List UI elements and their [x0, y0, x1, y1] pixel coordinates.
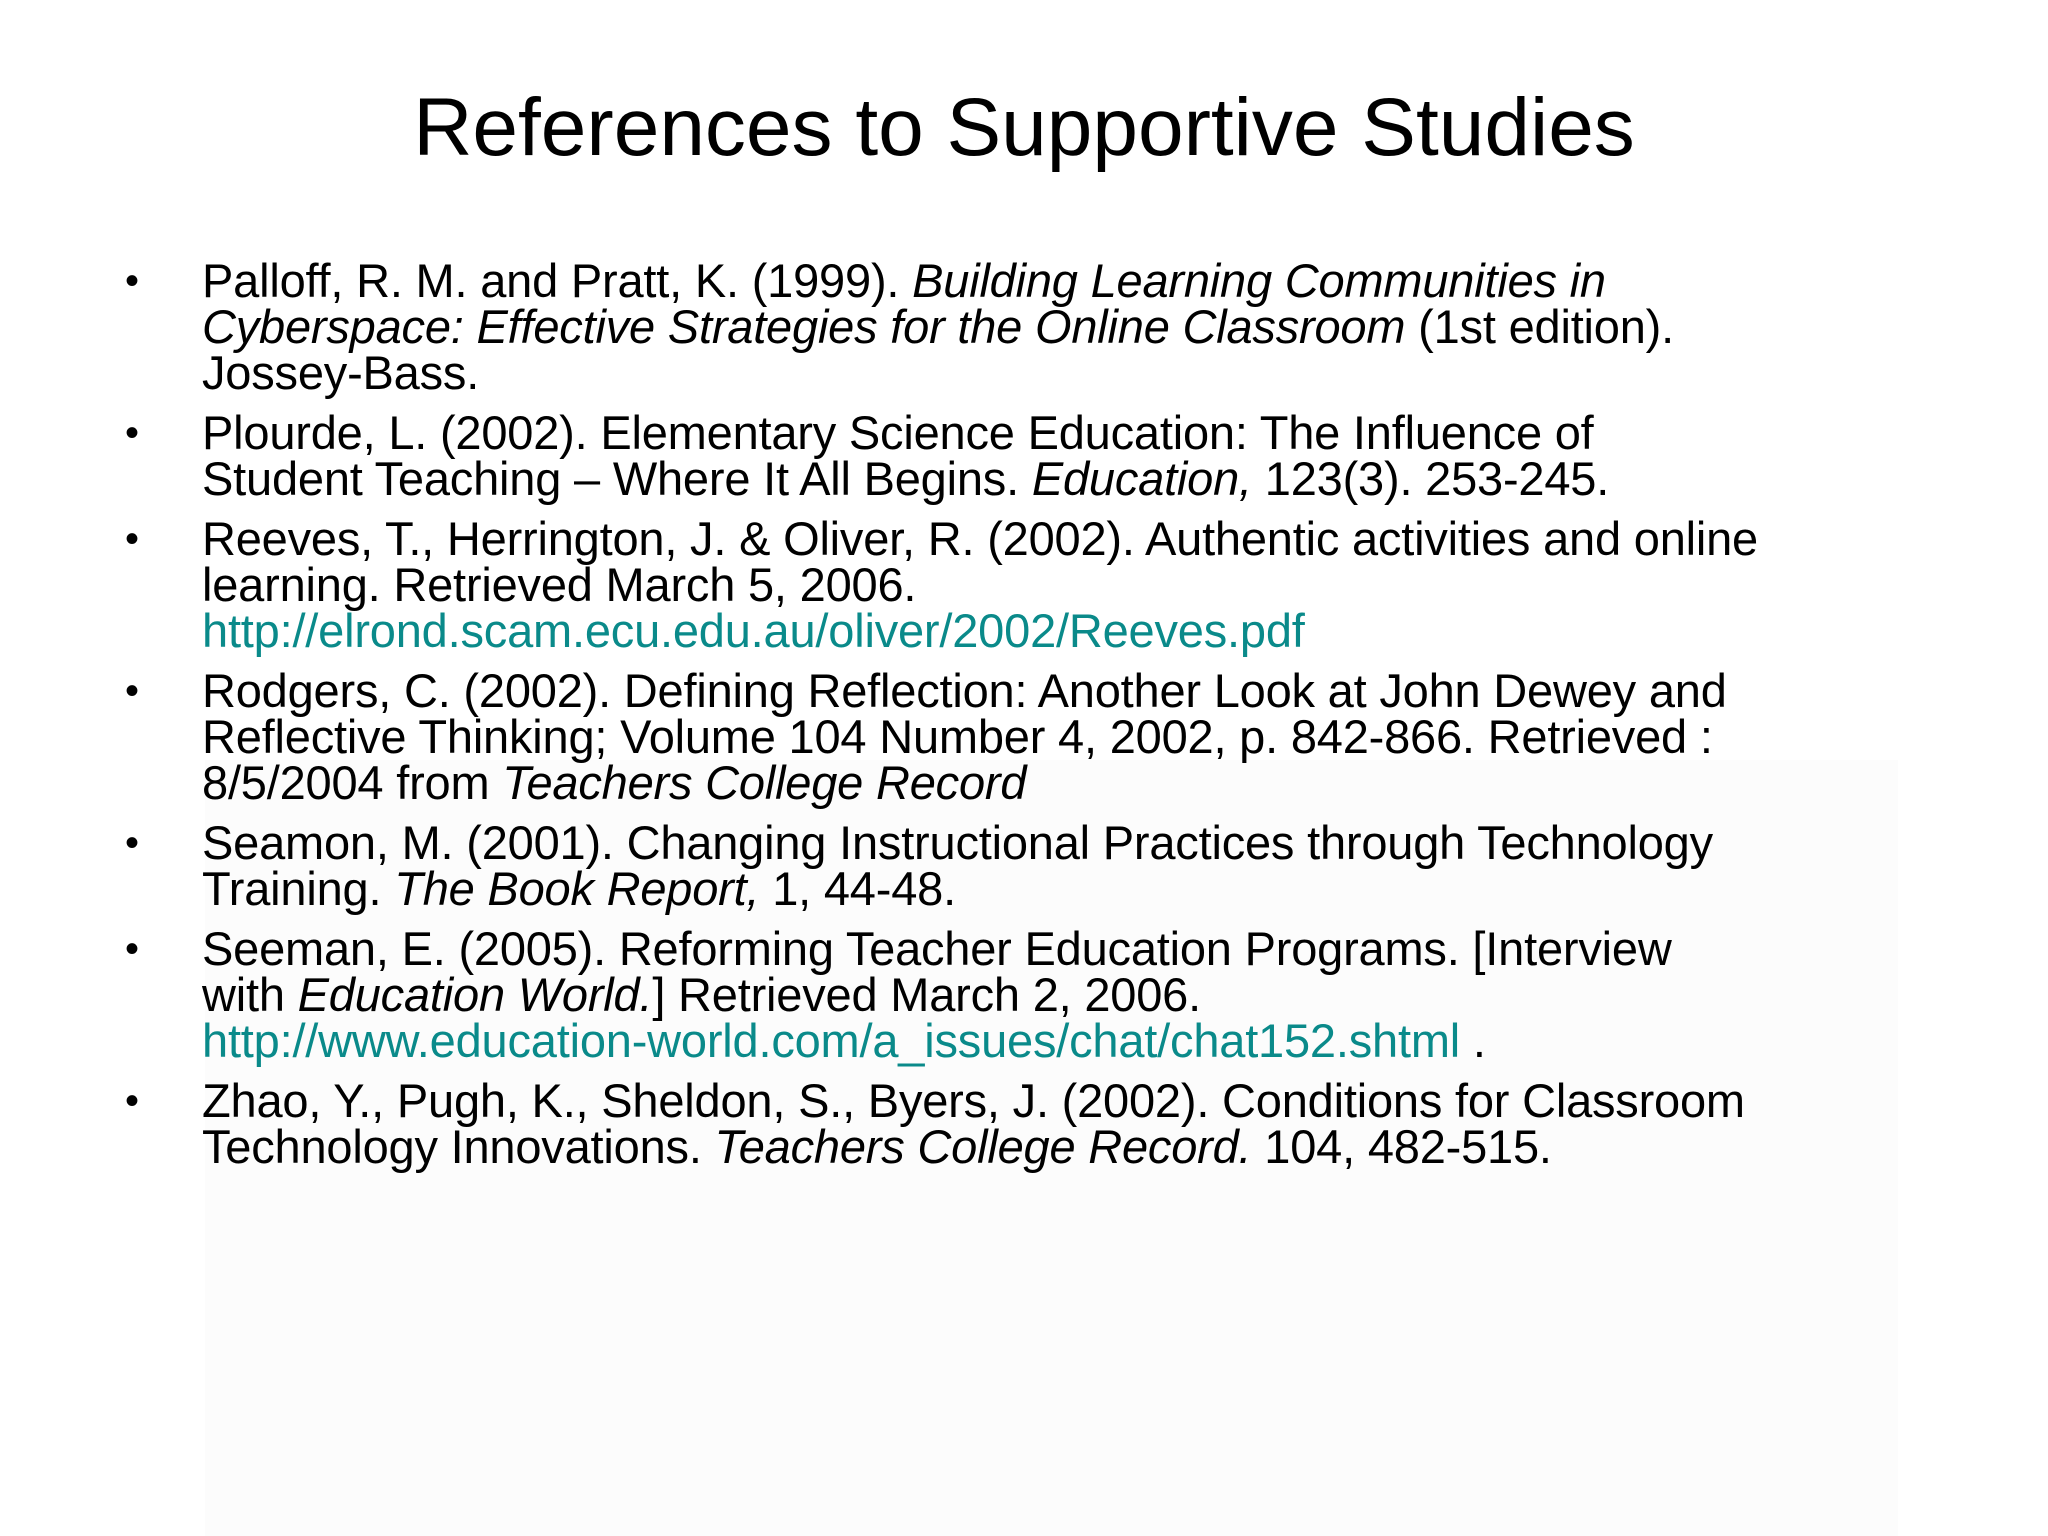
reference-link[interactable]: http://elrond.scam.ecu.edu.au/oliver/2002/Reeves.pdf [202, 604, 1305, 657]
bullet-icon: • [125, 669, 139, 713]
bullet-icon: • [125, 821, 139, 865]
reference-journal-italic: Education, [1031, 452, 1252, 505]
reference-line: Seeman, E. (2005). Reforming Teacher Education Programs. [Interview [202, 922, 1672, 975]
reference-item [120, 816, 1960, 915]
reference-text: 8/5/2004 from [202, 756, 503, 809]
reference-text: with [202, 968, 298, 1021]
reference-item [120, 512, 1960, 657]
slide-title: References to Supportive Studies [413, 82, 1635, 173]
reference-title-italic: Building Learning Communities in [912, 254, 1606, 307]
reference-item [120, 254, 1960, 399]
reference-line: learning. Retrieved March 5, 2006. [202, 558, 917, 611]
reference-journal-italic: Education World. [297, 968, 653, 1021]
reference-item [120, 1074, 1960, 1173]
reference-line [202, 862, 1960, 915]
reference-line [202, 756, 1960, 809]
reference-text: Student Teaching – Where It All Begins. [202, 452, 1032, 505]
reference-line: Plourde, L. (2002). Elementary Science Education: The Influence of [202, 406, 1594, 459]
reference-text: (1st edition). [1405, 300, 1674, 353]
reference-journal-italic: The Book Report, [394, 862, 760, 915]
bullet-icon: • [125, 411, 139, 455]
reference-list [120, 254, 1960, 1184]
reference-line: Rodgers, C. (2002). Defining Reflection: Another Look at John Dewey and [202, 664, 1727, 717]
bullet-icon: • [125, 927, 139, 971]
reference-link[interactable]: http://www.education-world.com/a_issues/chat/chat152.shtml [202, 1014, 1461, 1067]
reference-line [202, 1014, 1960, 1067]
reference-item [120, 406, 1960, 505]
reference-line [202, 300, 1960, 353]
reference-text: 1, 44-48. [759, 862, 956, 915]
reference-journal-italic: Teachers College Record [502, 756, 1027, 809]
bullet-icon: • [125, 1079, 139, 1123]
reference-text: Technology Innovations. [202, 1120, 715, 1173]
reference-line [202, 968, 1960, 1021]
reference-text: ] Retrieved March 2, 2006. [652, 968, 1201, 1021]
reference-text: . [1460, 1014, 1486, 1067]
reference-item [120, 922, 1960, 1067]
reference-line [202, 1120, 1960, 1173]
reference-title-italic: Cyberspace: Effective Strategies for the Online Classroom [202, 300, 1406, 353]
reference-line: Jossey-Bass. [202, 346, 480, 399]
reference-text: 104, 482-515. [1251, 1120, 1552, 1173]
reference-line: Reflective Thinking; Volume 104 Number 4, 2002, p. 842-866. Retrieved : [202, 710, 1713, 763]
reference-line: Reeves, T., Herrington, J. & Oliver, R. (2002). Authentic activities and online [202, 512, 1758, 565]
reference-text: 123(3). 253-245. [1251, 452, 1610, 505]
reference-item [120, 664, 1960, 809]
reference-line [202, 452, 1960, 505]
reference-text: Palloff, R. M. and Pratt, K. (1999). [202, 254, 913, 307]
reference-journal-italic: Teachers College Record. [714, 1120, 1252, 1173]
reference-line: Zhao, Y., Pugh, K., Sheldon, S., Byers, J. (2002). Conditions for Classroom [202, 1074, 1745, 1127]
reference-text: Training. [202, 862, 395, 915]
bullet-icon: • [125, 259, 139, 303]
reference-line: Seamon, M. (2001). Changing Instructional Practices through Technology [202, 816, 1713, 869]
reference-line [202, 254, 1960, 307]
bullet-icon: • [125, 517, 139, 561]
